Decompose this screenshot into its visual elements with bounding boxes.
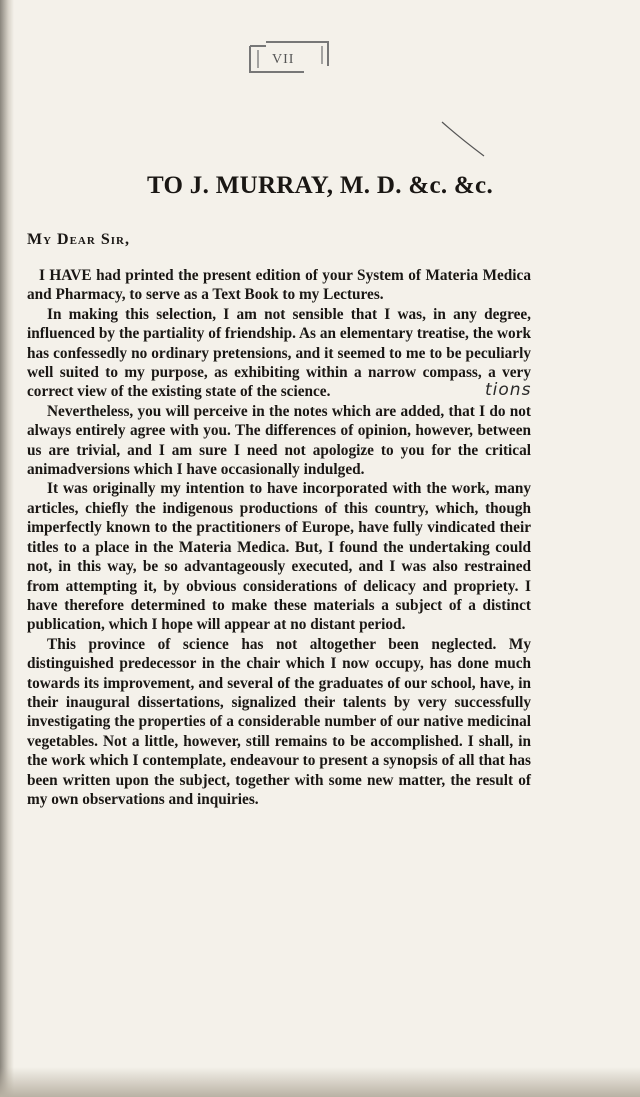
page-edge-shadow <box>0 0 14 1097</box>
paragraph-1: I HAVE had printed the present edition of your System of Materia Medica and Pharmacy, to serve as a Text Book to my Lectures. <box>27 267 531 304</box>
paragraph-3: Nevertheless, you will perceive in the notes which are added, that I do not always entirely agree with you. The differences of opinion, however, between us are trivial, and I am sure I need not apologize to you for the critical animadversions which I have occasionally indulged. <box>27 402 531 479</box>
paragraph-5: This province of science has not altogether been neglected. My distinguished predecessor in the chair which I now occupy, has done much towards its improvement, and several of the graduates of our school, have, in their inaugural dissertations, signalized their talents by very successfully investigating the properties of a considerable number of our native medicinal vegetables. Not a little, however, still remains to be accomplished. I shall, in the work which I contemplate, endeavour to present a synopsis of all that has been written upon the subject, together with some new matter, the result of my own observations and inquiries. <box>27 635 531 808</box>
pen-mark <box>440 120 490 160</box>
page-bottom-shade <box>0 1067 640 1097</box>
handwritten-annotation: tions <box>485 380 532 400</box>
dedication-title: TO J. MURRAY, M. D. &c. &c. <box>146 172 494 199</box>
stamp-text: VII <box>272 52 295 67</box>
letter-body <box>27 266 531 809</box>
salutation: My Dear Sir, <box>27 231 130 248</box>
paragraph-4: It was originally my intention to have incorporated with the work, many articles, chiefly the indigenous productions of this country, which, though imperfectly known to the practitioners of Europe, have fully vindicated their titles to a place in the Materia Medica. But, I found the undertaking could not, in this way, be so advantageously executed, and I was also restrained from attempting it, by obvious considerations of delicacy and propriety. I have therefore determined to make these materials a subject of a distinct publication, which I hope will appear at no distant period. <box>27 480 531 634</box>
paragraph-2: In making this selection, I am not sensible that I was, in any degree, influenced by the partiality of friendship. As an elementary treatise, the work has confessedly no ordinary pretensions, and it seemed to me to be peculiarly well suited to my purpose, as exhibiting within a narrow compass, a very correct view of the existing state of the science. <box>27 305 531 401</box>
